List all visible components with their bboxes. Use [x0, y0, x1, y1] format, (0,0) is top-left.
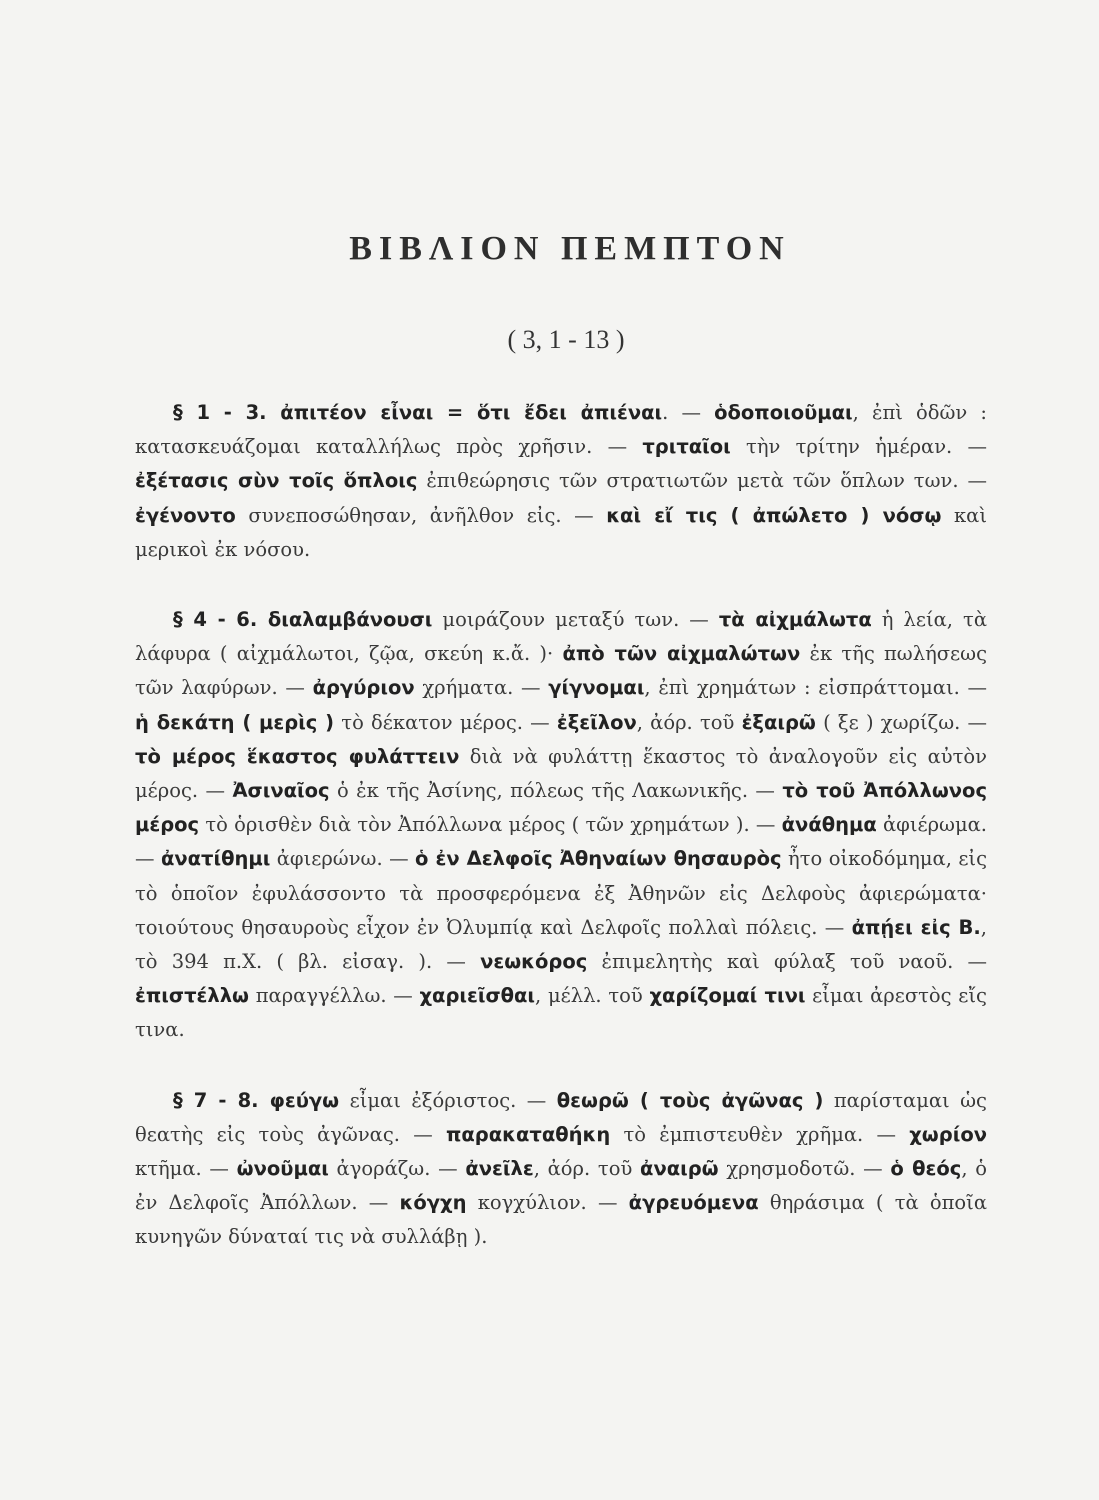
lemma-term: ἐξαιρῶ: [741, 710, 816, 734]
lemma-term: ἀπῄει εἰς Β.: [851, 915, 981, 939]
lemma-term: § 4 - 6. διαλαμβάνουσι: [173, 608, 433, 632]
gloss-text: ἐπιθεώρησις τῶν στρατιωτῶν μετὰ τῶν ὅπλων των. —: [417, 469, 987, 493]
lemma-term: ἀνεῖλε: [465, 1157, 534, 1181]
gloss-text: καὶ μερικοὶ ἐκ νόσου.: [135, 503, 987, 561]
gloss-text: , τὸ 394 π.Χ. ( βλ. εἰσαγ. ). —: [135, 915, 987, 974]
lemma-term: ἀνάθημα: [781, 813, 877, 837]
gloss-text: . —: [662, 401, 715, 424]
gloss-text: ἐκ τῆς πωλήσεως τῶν λαφύρων. —: [135, 642, 987, 700]
gloss-text: χρησμοδοτῶ. —: [718, 1157, 891, 1181]
gloss-text: ἀγοράζω. —: [328, 1157, 466, 1181]
gloss-text: ἐπιμελητὴς καὶ φύλαξ τοῦ ναοῦ. —: [587, 950, 987, 974]
gloss-text: , ἐπὶ χρημάτων : εἰσπράττομαι. —: [644, 676, 987, 700]
gloss-text: ἦτο οἰκοδόμημα, εἰς τὸ ὁποῖον ἐφυλάσσοντο τὰ προσφερόμενα ἐξ Ἀθηνῶν εἰς Δελφοὺς ἀφιερώματα· τοιούτους θησαυροὺς εἶχον ἐν Ὀλυμπίᾳ καὶ Δελφοῖς πολλαὶ πόλεις. —: [135, 847, 988, 939]
lemma-term: τριταῖοι: [642, 435, 731, 459]
gloss-text: παρίσταμαι ὡς θεατὴς εἰς τοὺς ἀγῶνας. —: [135, 1088, 987, 1146]
lemma-term: ἀγρευόμενα: [628, 1191, 759, 1215]
gloss-text: κογχύλιον. —: [466, 1191, 629, 1215]
lemma-term: τὸ μέρος ἕκαστος φυλάττειν: [135, 744, 460, 768]
lemma-term: ἐγένοντο: [135, 503, 236, 527]
gloss-text: εἶμαι ἀρεστὸς εἴς τινα.: [135, 984, 987, 1042]
lemma-term: ἐξεῖλον: [556, 710, 637, 734]
lemma-term: χαριεῖσθαι: [419, 984, 536, 1008]
lemma-term: καὶ εἴ τις ( ἀπώλετο ) νόσῳ: [606, 503, 942, 527]
gloss-text: ἀφιερώνω. —: [270, 847, 416, 871]
gloss-text: τὸ ἐμπιστευθὲν χρῆμα. —: [610, 1122, 910, 1146]
lemma-term: τὸ τοῦ Ἀπόλλωνος μέρος: [135, 779, 988, 837]
lemma-term: Ἀσιναῖος: [232, 779, 330, 803]
gloss-text: κτῆμα. —: [135, 1157, 237, 1181]
gloss-text: τὴν τρίτην ἡμέραν. —: [730, 435, 988, 459]
gloss-text: παραγγέλλω. —: [249, 984, 420, 1008]
lemma-term: ἐξέτασις σὺν τοῖς ὅπλοις: [135, 469, 418, 493]
lemma-term: ἀναιρῶ: [640, 1157, 719, 1181]
chapter-reference: ( 3, 1 - 13 ): [507, 325, 625, 354]
lemma-term: § 7 - 8. φεύγω: [173, 1088, 340, 1112]
lemma-term: ὁ ἐν Δελφοῖς Ἀθηναίων θησαυρὸς: [415, 847, 782, 871]
book-title: ΒΙΒΛΙΟΝ ΠΕΜΠΤΟΝ: [349, 230, 791, 267]
lemma-term: § 1 - 3. ἀπιτέον εἶναι = ὅτι ἔδει ἀπιέναι: [173, 401, 663, 424]
lemma-term: ἀνατίθημι: [160, 847, 271, 871]
gloss-text: τὸ δέκατον μέρος. —: [334, 710, 557, 734]
lemma-term: ἀργύριον: [312, 676, 415, 700]
commentary-paragraph: [135, 1084, 987, 1255]
lemma-term: ἀπὸ τῶν αἰχμαλώτων: [562, 642, 801, 666]
commentary-paragraph: [135, 603, 987, 1048]
gloss-text: , ἀόρ. τοῦ: [533, 1157, 641, 1181]
gloss-text: θηράσιμα ( τὰ ὁποῖα κυνηγῶν δύναταί τις νὰ συλλάβῃ ).: [135, 1191, 987, 1249]
gloss-text: μοιράζουν μεταξύ των. —: [432, 608, 719, 632]
commentary-paragraph: [135, 396, 987, 567]
gloss-text: , μέλλ. τοῦ: [535, 984, 650, 1008]
gloss-text: εἶμαι ἐξόριστος. —: [339, 1088, 557, 1112]
commentary-section-1-3: [135, 396, 987, 567]
lemma-term: παρακαταθήκη: [445, 1122, 611, 1146]
gloss-text: ὁ ἐκ τῆς Ἀσίνης, πόλεως τῆς Λακωνικῆς. —: [329, 779, 783, 803]
lemma-term: γίγνομαι: [548, 676, 645, 700]
lemma-term: ὁδοποιοῦμαι: [714, 401, 853, 424]
gloss-text: ἀφιέρωμα. —: [135, 813, 987, 871]
lemma-term: κόγχη: [399, 1191, 467, 1215]
lemma-term: χαρίζομαί τινι: [649, 984, 806, 1008]
gloss-text: συνεποσώθησαν, ἀνῆλθον εἰς. —: [235, 503, 607, 527]
lemma-term: θεωρῶ ( τοὺς ἀγῶνας ): [556, 1088, 824, 1112]
lemma-term: ὠνοῦμαι: [236, 1157, 329, 1181]
gloss-text: , ἐπὶ ὁδῶν : κατασκευάζομαι καταλλήλως πρὸς χρῆσιν. —: [135, 401, 987, 459]
gloss-text: διὰ νὰ φυλάττῃ ἕκαστος τὸ ἀναλογοῦν εἰς αὐτὸν μέρος. —: [135, 744, 987, 803]
commentary-section-7-8: [135, 1084, 987, 1255]
lemma-term: χωρίον: [909, 1122, 987, 1146]
gloss-text: , ὁ ἐν Δελφοῖς Ἀπόλλων. —: [135, 1157, 987, 1215]
gloss-text: τὸ ὁρισθὲν διὰ τὸν Ἀπόλλωνα μέρος ( τῶν χρημάτων ). —: [199, 813, 782, 837]
lemma-term: ὁ θεός: [890, 1157, 962, 1181]
gloss-text: , ἀόρ. τοῦ: [636, 710, 742, 734]
gloss-text: χρήματα. —: [414, 676, 549, 700]
gloss-text: ἡ λεία, τὰ λάφυρα ( αἰχμάλωτοι, ζῷα, σκεύη κ.ἄ. )·: [135, 608, 987, 666]
lemma-term: τὰ αἰχμάλωτα: [718, 608, 872, 632]
lemma-term: ἐπιστέλλω: [135, 984, 249, 1008]
gloss-text: ( ξε ) χωρίζω. —: [815, 710, 988, 734]
lemma-term: ἡ δεκάτη ( μερὶς ): [135, 710, 335, 734]
lemma-term: νεωκόρος: [480, 950, 588, 974]
commentary-section-4-6: [135, 603, 987, 1048]
